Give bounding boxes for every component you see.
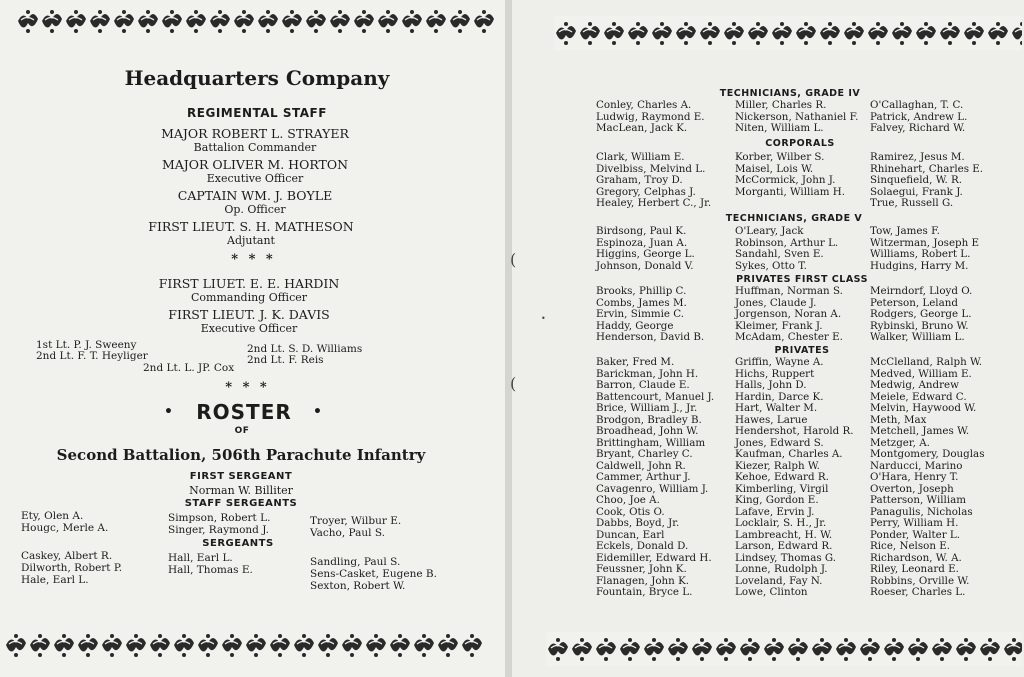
roster-name: Dilworth, Robert P. [21, 562, 123, 574]
roster-name: Haddy, George [596, 319, 674, 332]
roster-name: Healey, Herbert C., Jr. [596, 197, 712, 209]
roster-name: Kiezer, Ralph W. [735, 459, 820, 472]
holly-border-top-right [554, 16, 1022, 50]
tech5-col-2 [735, 226, 838, 272]
roster-name: Henderson, David B. [596, 331, 705, 343]
roster-name: Meth, Max [870, 413, 927, 426]
staff-officer-role: Op. Officer [224, 203, 286, 216]
roster-name: Falvey, Richard W. [870, 122, 966, 134]
roster-name: Witzerman, Joseph E [870, 236, 980, 249]
roster-name: Walker, William L. [870, 331, 965, 343]
roster-name: Singer, Raymond J. [168, 524, 269, 536]
roster-name: Hart, Walter M. [735, 402, 818, 414]
lieutenant: 1st Lt. P. J. Sweeny [36, 339, 137, 351]
regimental-staff-heading: REGIMENTAL STAFF [187, 106, 327, 120]
roster-name: Hale, Earl L. [21, 574, 89, 586]
staff-officer-name: MAJOR OLIVER M. HORTON [161, 157, 349, 172]
holly-border-bottom-left [4, 628, 482, 662]
roster-name: True, Russell G. [870, 197, 954, 209]
roster-name: Simpson, Robert L. [168, 512, 271, 524]
first-sergeant-heading: FIRST SERGEANT [189, 471, 293, 482]
roster-name: Rybinski, Bruno W. [870, 319, 969, 332]
privates-col-2 [735, 357, 854, 599]
staff-officer-role: Adjutant [227, 234, 275, 247]
roster-name: Ervin, Simmie C. [596, 308, 685, 320]
roster-name: Johnson, Donald V. [596, 259, 694, 272]
tech4-heading: TECHNICIANS, GRADE IV [719, 88, 861, 99]
roster-name: Brodgon, Bradley B. [596, 413, 702, 426]
roster-name: McClelland, Ralph W. [870, 356, 983, 368]
roster-name: Griffin, Wayne A. [735, 356, 824, 368]
roster-title: ROSTER [196, 400, 292, 424]
company-officer-name: FIRST LIEUT. J. K. DAVIS [168, 307, 330, 322]
roster-name: Overton, Joseph [870, 482, 954, 495]
tech4-col-3 [870, 100, 967, 135]
roster-name: Hudgins, Harry M. [870, 259, 969, 272]
roster-name: O'Hara, Henry T. [870, 471, 959, 483]
holly-border-top-left [16, 4, 494, 38]
roster-name: Sandahl, Sven E. [735, 248, 824, 260]
lieutenant: 2nd Lt. F. Reis [247, 354, 324, 366]
staff-sergeants-heading: STAFF SERGEANTS [184, 498, 298, 509]
roster-name: Ponder, Walter L. [870, 528, 961, 541]
roster-name: Graham, Troy D. [596, 174, 683, 186]
bullet: • [164, 404, 174, 420]
corporals-col-3 [870, 152, 983, 210]
roster-name: Lindsey, Thomas G. [735, 551, 837, 564]
roster-name: Jones, Claude J. [735, 296, 817, 309]
roster-name: Brooks, Phillip C. [596, 285, 687, 297]
roster-name: Jorgenson, Noran A. [735, 308, 842, 320]
roster-name: Tow, James F. [870, 225, 940, 237]
tech5-col-1 [596, 226, 695, 272]
roster-name: Metzger, A. [870, 436, 930, 449]
binding-mark: ( [510, 374, 517, 393]
roster-name: Conley, Charles A. [596, 99, 692, 111]
roster-name: Cammer, Arthur J. [596, 471, 691, 483]
roster-name: Ramirez, Jesus M. [870, 151, 965, 163]
roster-name: Patrick, Andrew L. [870, 110, 968, 123]
tech4-col-2 [735, 100, 858, 135]
roster-name: Ludwig, Raymond E. [596, 110, 705, 123]
company-officer-role: Commanding Officer [190, 291, 308, 304]
roster-name: Niten, William L. [735, 122, 824, 134]
book-gutter [505, 0, 512, 677]
roster-name: Williams, Robert L. [870, 248, 971, 260]
roster-name: MacLean, Jack K. [596, 122, 688, 134]
roster-name: Kaufman, Charles A. [735, 448, 843, 460]
roster-name: Lonne, Rudolph J. [735, 563, 828, 575]
holly-border-bottom-right [546, 632, 1022, 666]
tech4-col-1 [596, 100, 705, 135]
roster-name: Birdsong, Paul K. [596, 225, 687, 237]
tech5-heading: TECHNICIANS, GRADE V [725, 213, 863, 224]
privates-col-1 [596, 357, 714, 599]
staff-officer-name: FIRST LIEUT. S. H. MATHESON [148, 219, 354, 234]
roster-name: Kehoe, Edward R. [735, 471, 829, 483]
roster-name: Solaegui, Frank J. [870, 185, 963, 198]
roster-name: Baker, Fred M. [596, 356, 675, 368]
roster-name: Melvin, Haywood W. [870, 402, 977, 414]
roster-name: Brice, William J., Jr. [596, 402, 698, 414]
roster-name: Lambreacht, H. W. [735, 528, 833, 541]
pfc-heading: PRIVATES FIRST CLASS [736, 274, 868, 285]
privates-col-3 [870, 357, 984, 599]
roster-name: Sexton, Robert W. [310, 580, 406, 592]
roster-name: Flanagen, John K. [596, 574, 690, 587]
roster-name: Kleimer, Frank J. [735, 319, 823, 332]
roster-name: Larson, Edward R. [735, 540, 833, 552]
roster-name: Jones, Edward S. [735, 436, 824, 449]
roster-name: Hichs, Ruppert [735, 367, 815, 380]
roster-name: Hall, Thomas E. [168, 564, 253, 576]
roster-name: Meirndorf, Lloyd O. [870, 285, 973, 297]
roster-name: Bryant, Charley C. [596, 448, 693, 460]
corporals-col-1 [596, 152, 711, 210]
tech5-col-3 [870, 226, 979, 272]
roster-name: Sykes, Otto T. [735, 259, 807, 272]
roster-name: Hardin, Darce K. [735, 390, 824, 403]
roster-name: Narducci, Marino [870, 459, 963, 472]
roster-name: Montgomery, Douglas [870, 448, 985, 460]
roster-name: Medved, William E. [870, 367, 972, 380]
left-page [0, 0, 505, 677]
roster-name: Lowe, Clinton [735, 586, 808, 598]
sergeants-heading: SERGEANTS [202, 538, 274, 549]
roster-name: O'Leary, Jack [735, 225, 804, 237]
roster-name: Robbins, Orville W. [870, 574, 970, 587]
roster-name: Rhinehart, Charles E. [870, 162, 984, 175]
roster-name: O'Callaghan, T. C. [870, 99, 964, 111]
roster-name: Hall, Earl L. [168, 552, 233, 564]
roster-name: Gregory, Celphas J. [596, 185, 696, 198]
roster-name: Hawes, Larue [735, 413, 808, 426]
roster-name: Cook, Otis O. [596, 505, 665, 518]
roster-name: Barron, Claude E. [596, 379, 690, 391]
staff-officer-role: Battalion Commander [193, 141, 317, 154]
roster-name: Eckels, Donald D. [596, 540, 689, 552]
roster-name: Morganti, William H. [735, 185, 846, 198]
roster-name: Fountain, Bryce L. [596, 586, 693, 598]
roster-name: Lafave, Ervin J. [735, 505, 815, 518]
roster-name: Rodgers, George L. [870, 308, 972, 320]
corporals-heading: CORPORALS [765, 138, 835, 149]
pfc-col-1 [596, 286, 704, 344]
bullet: • [313, 404, 323, 420]
roster-name: Robinson, Arthur L. [735, 236, 839, 249]
roster-name: Roeser, Charles L. [870, 586, 966, 598]
roster-name: Battencourt, Manuel J. [596, 390, 715, 403]
roster-name: Ety, Olen A. [21, 510, 84, 522]
roster-name: Troyer, Wilbur E. [310, 515, 402, 527]
stars-divider: * * * [225, 380, 267, 395]
roster-name: Nickerson, Nathaniel F. [735, 110, 859, 123]
company-title: Headquarters Company [124, 66, 390, 90]
roster-name: Medwig, Andrew [870, 379, 959, 391]
roster-name: Huffman, Norman S. [735, 285, 843, 297]
roster-name: Peterson, Leland [870, 296, 958, 309]
roster-name: Vacho, Paul S. [310, 527, 385, 539]
roster-name: Metchell, James W. [870, 425, 970, 437]
roster-name: Meiele, Edward C. [870, 390, 967, 403]
roster-name: Richardson, W. A. [870, 551, 962, 564]
roster-name: Panagulis, Nicholas [870, 505, 973, 518]
roster-name: Locklair, S. H., Jr. [735, 517, 827, 529]
binding-mark: • [541, 314, 546, 323]
lieutenant: 2nd Lt. S. D. Williams [247, 343, 363, 355]
roster-name: Choo, Joe A. [596, 494, 660, 506]
company-officer-name: FIRST LIUET. E. E. HARDIN [158, 276, 340, 291]
roster-name: Miller, Charles R. [735, 99, 827, 111]
roster-name: Combs, James M. [596, 296, 687, 309]
of-label: OF [234, 426, 250, 436]
binding-mark: ( [510, 250, 517, 269]
roster-name: Maisel, Lois W. [735, 162, 814, 175]
roster-name: Sandling, Paul S. [310, 556, 401, 568]
staff-officer-name: CAPTAIN WM. J. BOYLE [177, 188, 333, 203]
roster-name: Brittingham, William [596, 436, 706, 449]
roster-name: McAdam, Chester E. [735, 331, 843, 343]
lieutenant: 2nd Lt. F. T. Heyliger [36, 350, 148, 362]
roster-name: Sinquefield, W. R. [870, 174, 963, 186]
battalion-title: Second Battalion, 506th Parachute Infantry [56, 446, 426, 464]
roster-name: Dabbs, Boyd, Jr. [596, 517, 680, 529]
privates-heading: PRIVATES [774, 345, 830, 356]
roster-name: Feussner, John K. [596, 563, 687, 575]
roster-name: Divelbiss, Melvind L. [596, 162, 706, 175]
roster-name: Perry, William H. [870, 517, 959, 529]
first-sergeant-name: Norman W. Billiter [189, 484, 293, 497]
roster-name: Rice, Nelson E. [870, 540, 951, 552]
roster-name: Patterson, William [870, 494, 967, 506]
staff-officer-name: MAJOR ROBERT L. STRAYER [161, 126, 349, 141]
roster-name: Clark, William E. [596, 151, 685, 163]
company-officer-role: Executive Officer [200, 322, 298, 335]
roster-name: Halls, John D. [735, 379, 807, 391]
pfc-col-3 [870, 286, 972, 344]
roster-name: Cavagenro, William J. [596, 482, 709, 495]
roster-name: Caskey, Albert R. [21, 550, 113, 562]
roster-name: McCormick, John J. [735, 174, 836, 186]
roster-name: Kimberling, Virgil [735, 482, 829, 495]
right-page [512, 0, 1024, 677]
roster-name: King, Gordon E. [735, 494, 819, 506]
lieutenant: 2nd Lt. L. JP. Cox [143, 362, 235, 374]
stars-divider: * * * [231, 252, 273, 267]
roster-name: Caldwell, John R. [596, 459, 686, 472]
roster-name: Espinoza, Juan A. [596, 236, 688, 249]
roster-name: Loveland, Fay N. [735, 574, 823, 587]
roster-name: Hendershot, Harold R. [735, 425, 854, 437]
roster-name: Broadhead, John W. [596, 425, 699, 437]
roster-name: Riley, Leonard E. [870, 563, 959, 575]
corporals-col-2 [735, 152, 845, 198]
pfc-col-2 [735, 286, 843, 344]
roster-name: Eidemiller, Edward H. [596, 551, 712, 564]
roster-name: Hougc, Merle A. [21, 522, 109, 534]
staff-officer-role: Executive Officer [206, 172, 304, 185]
roster-name: Barickman, John H. [596, 367, 699, 380]
roster-name: Duncan, Earl [596, 528, 665, 541]
roster-name: Sens-Casket, Eugene B. [310, 568, 437, 580]
roster-name: Higgins, George L. [596, 248, 695, 260]
roster-name: Korber, Wilber S. [735, 151, 825, 163]
